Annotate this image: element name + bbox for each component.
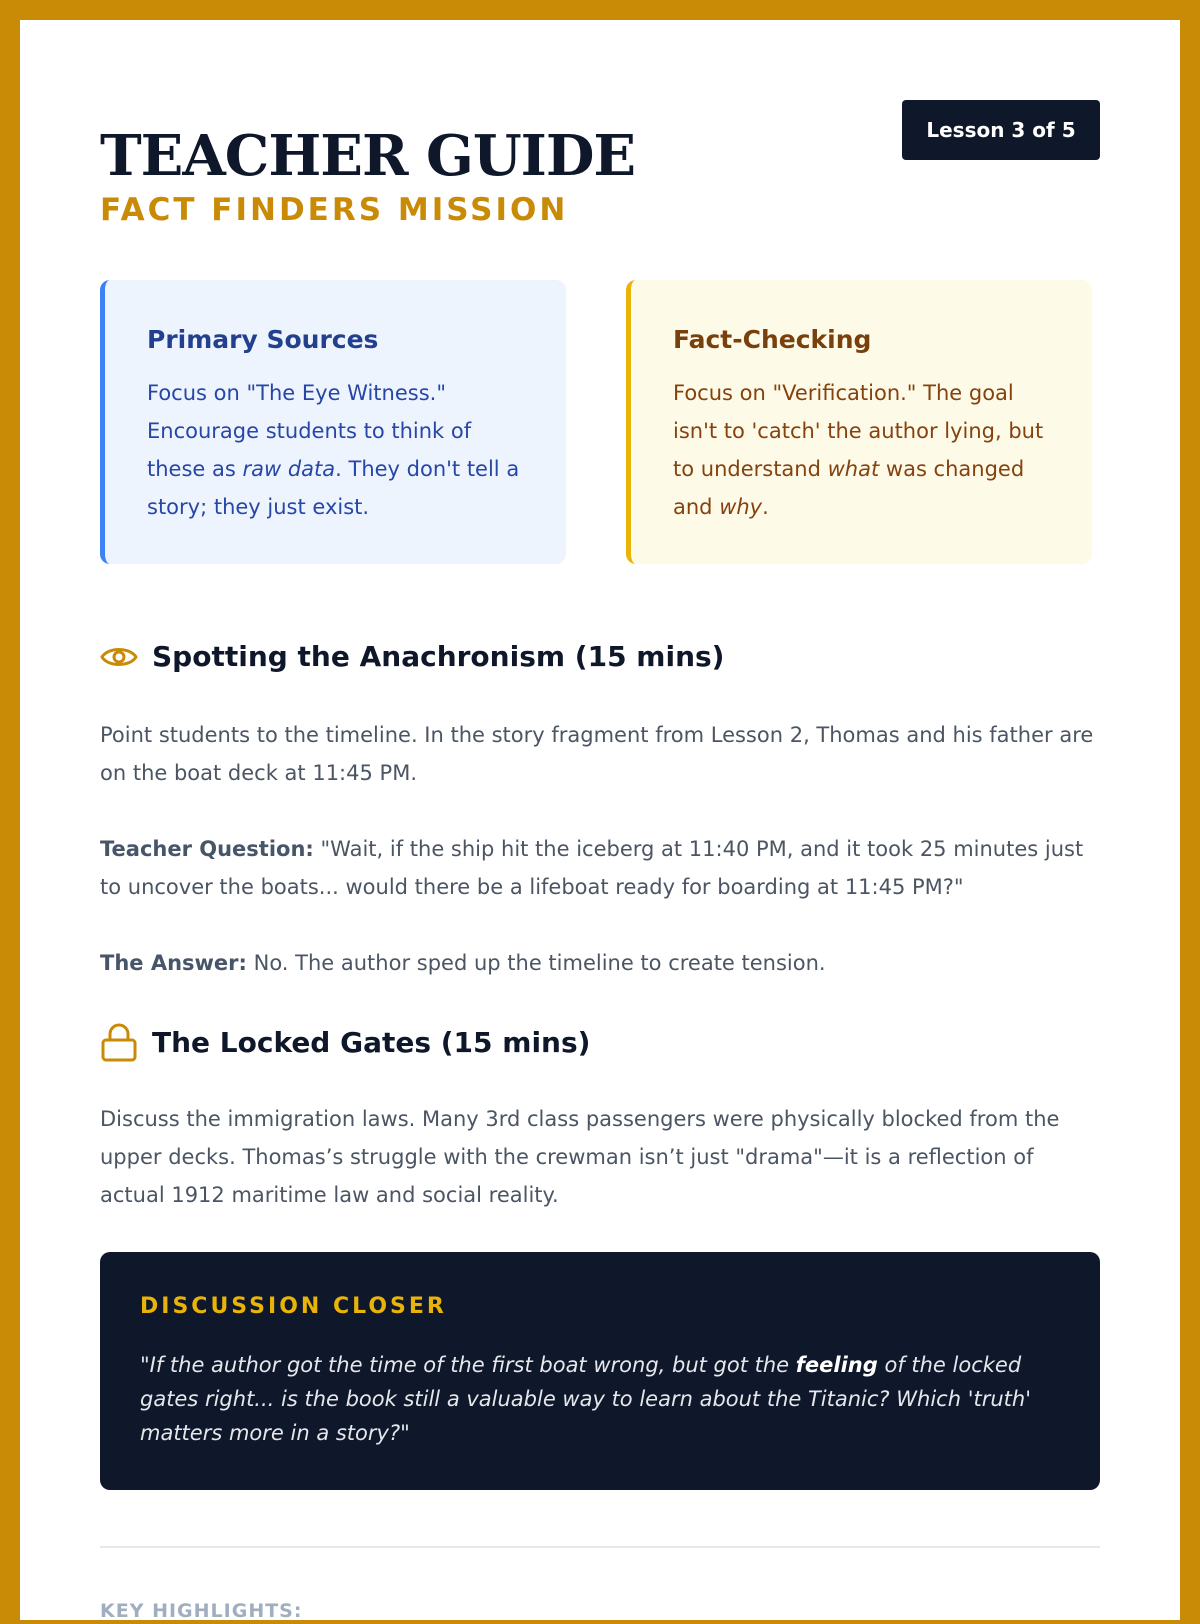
answer-text: The Answer: No. The author sped up the timeline to create tension. — [100, 951, 826, 975]
anachronism-heading — [100, 640, 724, 673]
discussion-closer-label: DISCUSSION CLOSER — [140, 1294, 447, 1319]
anachronism-title: Spotting the Anachronism (15 mins) — [152, 640, 725, 673]
locked-gates-heading — [100, 1022, 590, 1062]
locked-gates-title: The Locked Gates (15 mins) — [152, 1025, 591, 1059]
anachronism-intro: Point students to the timeline. In the story fragment from Lesson 2, Thomas and his father are on the boat deck at 11:45 PM. — [100, 723, 1094, 785]
locked-gates-text: Discuss the immigration laws. Many 3rd class passengers were physically blocked from the upper decks. Thomas’s struggle with the crewman isn’t just "drama"—it is a reflection of actual 1912 maritime law and social reality. — [100, 1107, 1060, 1207]
lesson-badge: Lesson 3 of 5 — [902, 100, 1100, 160]
page-subtitle: FACT FINDERS MISSION — [100, 192, 569, 228]
fact-checking-text: Focus on "Verification." The goal isn't to 'catch' the author lying, but to understand what was changed and why. — [673, 381, 1044, 519]
guide-page — [20, 20, 1180, 1620]
fact-checking-title: Fact-Checking — [673, 325, 872, 354]
primary-sources-card — [100, 280, 566, 564]
lock-icon — [100, 1022, 138, 1062]
section-divider — [100, 1546, 1100, 1548]
primary-sources-text: Focus on "The Eye Witness." Encourage students to think of these as raw data. They don't tell a story; they just exist. — [147, 381, 520, 519]
key-highlights-label: KEY HIGHLIGHTS: — [100, 1600, 303, 1622]
primary-sources-title: Primary Sources — [147, 325, 379, 354]
fact-checking-card — [626, 280, 1092, 564]
page-title: TEACHER GUIDE — [100, 123, 636, 189]
discussion-closer-quote: "If the author got the time of the first boat wrong, but got the feeling of the locked gates right... is the book still a valuable way to learn about the Titanic? Which 'truth' matters more in a story?" — [140, 1353, 1031, 1445]
eye-icon — [100, 642, 138, 672]
discussion-closer-box — [100, 1252, 1100, 1490]
teacher-question: Teacher Question: "Wait, if the ship hit the iceberg at 11:40 PM, and it took 25 minutes just to uncover the boats... would there be a lifeboat ready for boarding at 11:45 PM?" — [100, 837, 1084, 899]
